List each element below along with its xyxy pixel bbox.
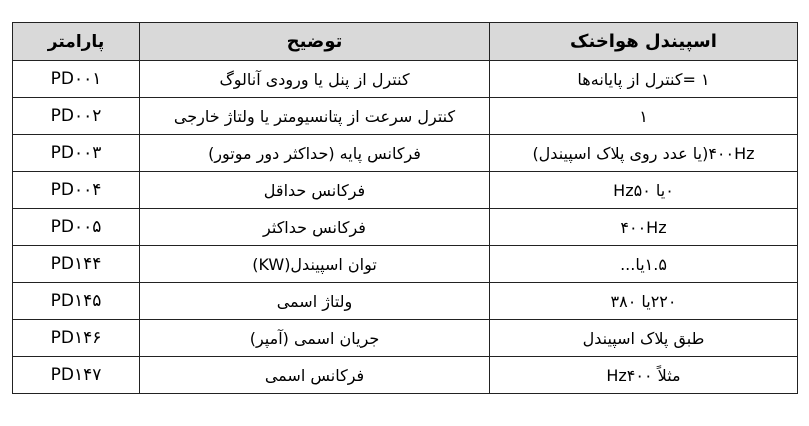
parameter-code: PD۰۰۲ <box>13 98 140 135</box>
parameter-code: PD۰۰۴ <box>13 172 140 209</box>
header-description: توضیح <box>140 23 490 61</box>
parameter-code: PD۰۰۳ <box>13 135 140 172</box>
spindle-value: ۱ <box>490 98 798 135</box>
header-row <box>13 23 798 61</box>
parameter-code: PD۱۴۴ <box>13 246 140 283</box>
table-row <box>13 209 798 246</box>
parameter-description: جریان اسمی (آمپر) <box>140 320 490 357</box>
table-row <box>13 283 798 320</box>
parameter-code: PD۱۴۵ <box>13 283 140 320</box>
table-row <box>13 61 798 98</box>
parameter-description: کنترل سرعت از پتانسیومتر یا ولتاژ خارجی <box>140 98 490 135</box>
table-header <box>13 23 798 61</box>
table-row <box>13 320 798 357</box>
parameter-table <box>12 22 798 394</box>
parameter-code: PD۱۴۶ <box>13 320 140 357</box>
table-row <box>13 357 798 394</box>
parameter-description: فرکانس حداقل <box>140 172 490 209</box>
spindle-value: ۲۲۰یا ۳۸۰ <box>490 283 798 320</box>
spindle-value: ۴۰۰Hz <box>490 209 798 246</box>
header-spindle: اسپیندل هواخنک <box>490 23 798 61</box>
parameter-description: کنترل از پنل یا ورودی آنالوگ <box>140 61 490 98</box>
table-body <box>13 61 798 394</box>
table-row <box>13 246 798 283</box>
parameter-code: PD۰۰۱ <box>13 61 140 98</box>
parameter-description: ولتاژ اسمی <box>140 283 490 320</box>
spindle-value: مثلاً Hz۴۰۰ <box>490 357 798 394</box>
table-row <box>13 98 798 135</box>
spindle-value: ۰یا Hz۵۰ <box>490 172 798 209</box>
spindle-value: ۴۰۰Hz(یا عدد روی پلاک اسپیندل) <box>490 135 798 172</box>
table-row <box>13 172 798 209</box>
spindle-value: طبق پلاک اسپیندل <box>490 320 798 357</box>
table-row <box>13 135 798 172</box>
header-parameter: پارامتر <box>13 23 140 61</box>
parameter-description: توان اسپیندل(KW) <box>140 246 490 283</box>
parameter-description: فرکانس اسمی <box>140 357 490 394</box>
spindle-value: ۱.۵یا... <box>490 246 798 283</box>
parameter-code: PD۰۰۵ <box>13 209 140 246</box>
parameter-code: PD۱۴۷ <box>13 357 140 394</box>
parameter-description: فرکانس حداکثر <box>140 209 490 246</box>
parameter-description: فرکانس پایه (حداکثر دور موتور) <box>140 135 490 172</box>
spindle-value: ۱ =کنترل از پایانه‌ها <box>490 61 798 98</box>
